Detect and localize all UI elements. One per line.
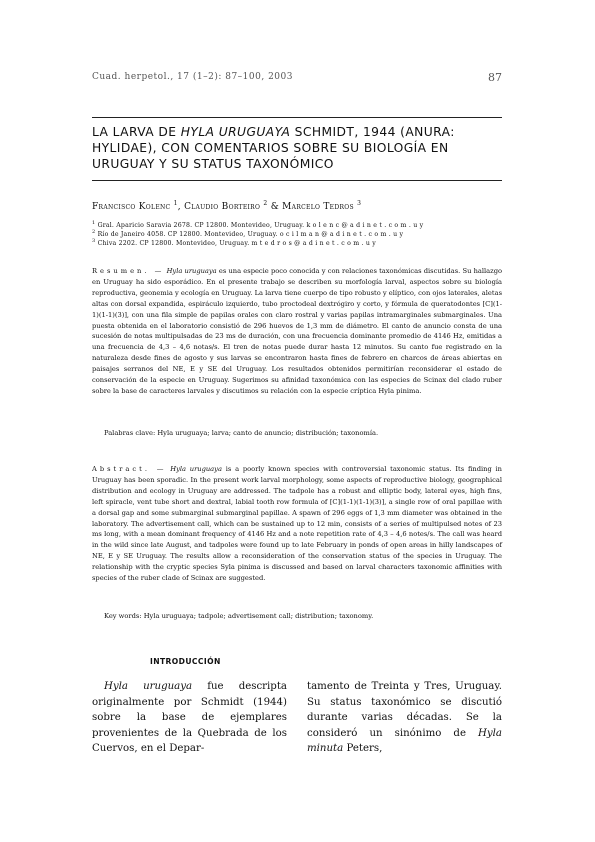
species-name: Hyla uruguaya <box>166 267 217 275</box>
article-title <box>92 124 502 172</box>
author-address <box>92 229 502 238</box>
author-name: Francisco Kolenc <box>92 202 171 212</box>
author-list: Francisco Kolenc $^1$, Claudio Borteiro $^2$ & Marcelo Tedros $^3$ <box>92 200 362 212</box>
resumen-paragraph <box>92 266 502 397</box>
resumen-keywords <box>104 429 502 437</box>
journal-citation: Cuad. herpetol., 17 (1–2): 87–100, 2003 <box>92 72 293 82</box>
author-name: Marcelo Tedros <box>282 202 354 212</box>
keywords-label: Key words: <box>104 612 142 620</box>
species-name: Hyla uruguaya <box>104 681 193 692</box>
author-address <box>92 220 502 229</box>
intro-column-left <box>92 679 287 757</box>
address-text: Chiva 2202. CP 12800. Montevideo, Uruguay. <box>97 240 250 248</box>
email-link[interactable]: kolenc@adinet.com.uy <box>306 222 426 230</box>
abstract-text: is a poorly known species with controversial taxonomic status. Its finding in Uruguay has been sporadic. In the present work larval morphology, some aspects of reproductive biology, geographical distribution and ecology in Uruguay are addressed. The tadpole has a robust and elliptic body, lateral eyes, high fins, left spiracle, vent tube short and dextral, labial tooth row formula of [C](1-1)(1-1)(3)], a single row of oral papillae with a dorsal gap and some submarginal submarginal papillae. A spawn of 296 eggs of 1,3 mm diameter was obtained in the laboratory. The advertisement call, which can be sustained up to 12 min, consists of a series of multipulsed notes of 23 ms long, with a mean dominant frequency of 4146 Hz and a note repetition rate of 4,3 – 4,6 notes/s. The call was heard in the wild since late August, and tadpoles were found up to late February in ponds of open areas in hilly landscapes of NE, E y SE Uruguay. The results allow a reconsideration of the conservation status of the species in Uruguay. The relationship with the cryptic species Syla pinima is discussed and based on larval characters taxonomic affinities with species of the ruber clade of Scinax are suggested. <box>92 465 502 583</box>
page-number: 87 <box>488 71 502 84</box>
address-mark: 1 <box>92 220 96 226</box>
intro-column-right <box>307 679 502 757</box>
intro-text-tail: Peters, <box>343 743 383 755</box>
species-name: Hyla uruguaya <box>170 465 222 473</box>
keywords-label: Palabras clave: <box>104 429 156 437</box>
species-name: Hyla minuta <box>307 727 502 755</box>
resumen-label: Resumen. — <box>92 267 165 275</box>
title-species: HYLA URUGUAYA <box>180 125 291 139</box>
keywords-text: Hyla uruguaya; larva; canto de anuncio; distribución; taxonomía. <box>155 429 379 437</box>
author-affiliation-mark: 1 <box>173 200 178 207</box>
resumen-text: es una especie poco conocida y con relaciones taxonómicas discutidas. Su hallazgo en Uruguay ha sido esporádico. En el presente trabajo se describen su morfología larval, aspectos sobre su biología reproductiva, geonemia y ecología en Uruguay. La larva tiene cuerpo de tipo robusto y elíptico, con ojos laterales, aletas altas con dorsal expandida, espiráculo izquierdo, tubo proctodeal dextrógiro y corto, y fórmula de queratodontes [C](1-1)(1-1)(3)], con una fila simple de papilas orales con claro rostral y varias papilas intramarginales submarginales. Una puesta obtenida en el laboratorio consistió de 296 huevos de 1,3 mm de diámetro. El canto de anuncio consta de una sucesión de notas multipulsadas de 23 ms de duración, con una frecuencia dominante promedio de 4146 Hz, emitidas a una frecuencia de 4,3 – 4,6 notas/s. El tren de notas puede durar hasta 12 minutos. Su canto fue registrado en la naturaleza desde fines de agosto y sus larvas se encontraron hasta fines de febrero en charcos de áreas abiertas en paisajes serranos del NE, E y SE del Uruguay. Los resultados obtenidos permitirían reconsiderar el estado de conservación de la especie en Uruguay. Sugerimos su afinidad taxonómica con las especies de Scinax del clado ruber sobre la base de caracteres larvales y discutimos su relación con la especie críptica Hyla pinima. <box>92 267 502 395</box>
author-affiliation-mark: 3 <box>357 200 362 207</box>
intro-text: tamento de Treinta y Tres, Uruguay. Su status taxonómico se discutió durante varias décadas. Se la consideró un sinónimo de <box>307 681 502 739</box>
abstract-label: Abstract. — <box>92 465 167 473</box>
email-link[interactable]: ocilman@adinet.com.uy <box>279 231 406 239</box>
abstract-paragraph <box>92 464 502 584</box>
author-affiliation-mark: 2 <box>263 200 268 207</box>
address-mark: 2 <box>92 229 96 235</box>
title-bottom-rule <box>92 180 502 181</box>
address-text: Río de Janeiro 4058. CP 12800. Montevideo, Uruguay. <box>97 231 278 239</box>
author-ampersand: & <box>270 202 279 212</box>
author-name: Claudio Borteiro <box>184 202 261 212</box>
email-link[interactable]: mtedros@adinet.com.uy <box>251 240 379 248</box>
title-text: LA LARVA DE <box>92 125 181 139</box>
title-top-rule <box>92 117 502 118</box>
address-mark: 3 <box>92 238 96 244</box>
intro-text: fue descripta originalmente por Schmidt (1944) sobre la base de ejemplares provenientes de la Quebrada de los Cuervos, en el Depar- <box>92 681 287 755</box>
section-heading: INTRODUCCIÓN <box>150 657 221 666</box>
abstract-keywords <box>104 612 502 620</box>
keywords-text: Hyla uruguaya; tadpole; advertisement call; distribution; taxonomy. <box>141 612 374 620</box>
address-text: Gral. Aparicio Saravia 2678. CP 12800. Montevideo, Uruguay. <box>97 222 305 230</box>
title-text-rest: SCHMIDT, 1944 (ANURA: HYLIDAE), CON COMENTARIOS SOBRE SU BIOLOGÍA EN URUGUAY Y SU STATUS TAXONÓMICO <box>92 125 455 171</box>
author-address <box>92 238 502 247</box>
